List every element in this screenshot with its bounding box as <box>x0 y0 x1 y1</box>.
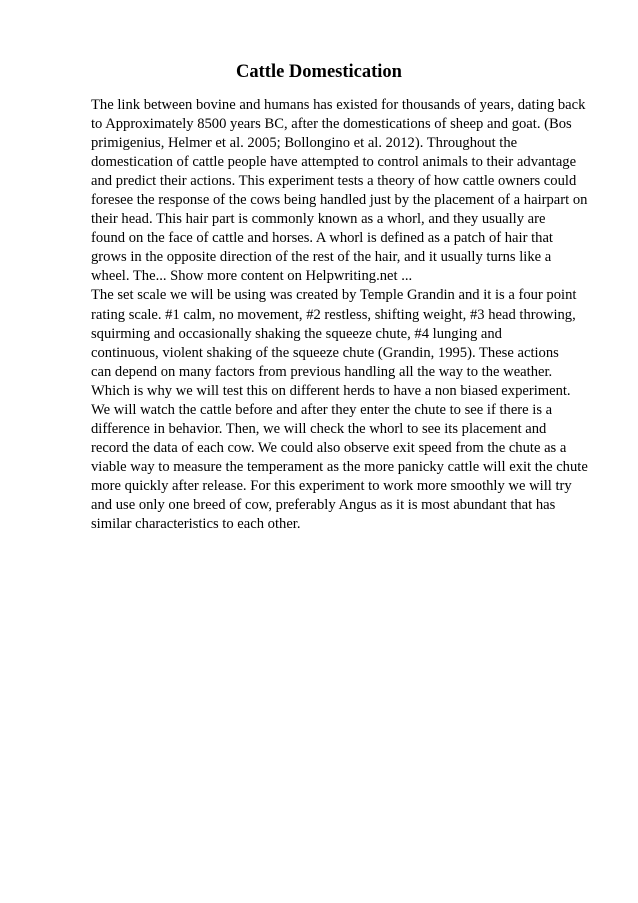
text-line: their head. This hair part is commonly known as a whorl, and they usually are <box>91 211 546 228</box>
text-line: squirming and occasionally shaking the squeeze chute, #4 lunging and <box>91 325 502 342</box>
text-line: found on the face of cattle and horses. A whorl is defined as a patch of hair that <box>91 230 553 247</box>
document-title: Cattle Domestication <box>236 62 402 82</box>
document-body <box>91 96 591 534</box>
text-line: viable way to measure the temperament as the more panicky cattle will exit the chute <box>91 458 588 475</box>
text-line: Which is why we will test this on different herds to have a non biased experiment. <box>91 382 571 399</box>
text-line: We will watch the cattle before and after they enter the chute to see if there is a <box>91 401 553 418</box>
text-line: domestication of cattle people have attempted to control animals to their advantage <box>91 154 577 171</box>
text-line: and use only one breed of cow, preferably Angus as it is most abundant that has <box>91 496 556 513</box>
text-line: to Approximately 8500 years BC, after the domestications of sheep and goat. (Bos <box>91 116 572 133</box>
text-line: rating scale. #1 calm, no movement, #2 restless, shifting weight, #3 head throwing, <box>91 306 576 323</box>
text-line: continuous, violent shaking of the squeeze chute (Grandin, 1995). These actions <box>91 344 559 361</box>
text-line: record the data of each cow. We could also observe exit speed from the chute as a <box>91 439 567 456</box>
text-line: similar characteristics to each other. <box>91 516 301 533</box>
text-line: and predict their actions. This experiment tests a theory of how cattle owners could <box>91 173 577 190</box>
text-line: foresee the response of the cows being handled just by the placement of a hairpart on <box>91 192 588 209</box>
text-line: wheel. The... Show more content on Helpwriting.net ... <box>91 268 413 285</box>
text-line: difference in behavior. Then, we will check the whorl to see its placement and <box>91 420 547 437</box>
text-line: The set scale we will be using was created by Temple Grandin and it is a four point <box>91 287 577 304</box>
text-line: more quickly after release. For this experiment to work more smoothly we will try <box>91 477 572 494</box>
text-line: can depend on many factors from previous handling all the way to the weather. <box>91 363 553 380</box>
text-line: primigenius, Helmer et al. 2005; Bollongino et al. 2012). Throughout the <box>91 135 518 152</box>
text-line: grows in the opposite direction of the rest of the hair, and it usually turns like a <box>91 249 552 266</box>
text-line: The link between bovine and humans has existed for thousands of years, dating back <box>91 97 586 113</box>
